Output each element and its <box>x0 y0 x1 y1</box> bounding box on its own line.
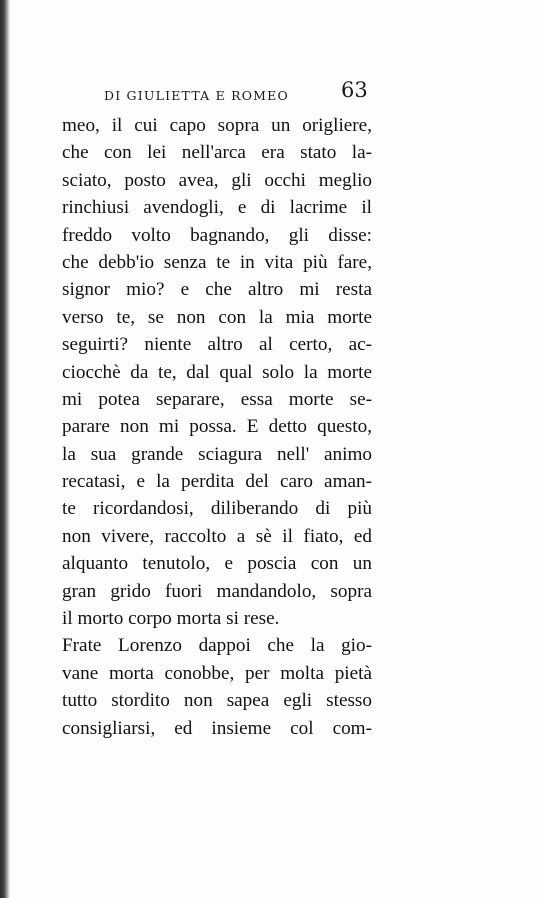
text-line: meo, il cui capo sopra un origliere, <box>62 115 372 136</box>
page-binding-edge <box>0 0 10 898</box>
text-line: la sua grande sciagura nell' animo <box>62 443 372 465</box>
text-line: verso te, se non con la mia morte <box>62 306 372 328</box>
text-line: sciato, posto avea, gli occhi meglio <box>62 169 372 191</box>
page-header <box>54 78 374 108</box>
text-line: mi potea separare, essa morte se- <box>62 388 372 410</box>
running-head: DI GIULIETTA E ROMEO <box>104 88 289 103</box>
text-line: gran grido fuori mandandolo, sopra <box>62 580 372 602</box>
text-line: rinchiusi avendogli, e di lacrime il <box>62 197 372 219</box>
text-line: Frate Lorenzo dappoi che la gio- <box>62 635 372 657</box>
text-line: non vivere, raccolto a sè il fiato, ed <box>62 525 372 547</box>
text-line: seguirti? niente altro al certo, ac- <box>62 334 372 356</box>
text-line: parare non mi possa. E detto questo, <box>62 416 372 438</box>
text-line: recatasi, e la perdita del caro aman- <box>62 471 372 493</box>
text-line: tutto stordito non sapea egli stesso <box>62 690 372 712</box>
text-line: che debb'io senza te in vita più fare, <box>62 251 372 273</box>
text-line: signor mio? e che altro mi resta <box>62 279 372 301</box>
paragraph-1 <box>62 112 372 632</box>
text-line: vane morta conobbe, per molta pietà <box>62 662 372 684</box>
text-line: il morto corpo morta si rese. <box>62 608 280 630</box>
text-line: freddo volto bagnando, gli disse: <box>62 224 372 246</box>
text-line: che con lei nell'arca era stato la- <box>62 142 372 164</box>
text-line: ciocchè da te, dal qual solo la morte <box>62 361 372 383</box>
text-line: alquanto tenutolo, e poscia con un <box>62 553 372 575</box>
page-number: 63 <box>341 78 368 102</box>
paragraph-2 <box>62 632 372 742</box>
text-line: consigliarsi, ed insieme col com- <box>62 717 372 739</box>
text-line: te ricordandosi, diliberando di più <box>62 498 372 520</box>
body-text <box>62 112 372 742</box>
